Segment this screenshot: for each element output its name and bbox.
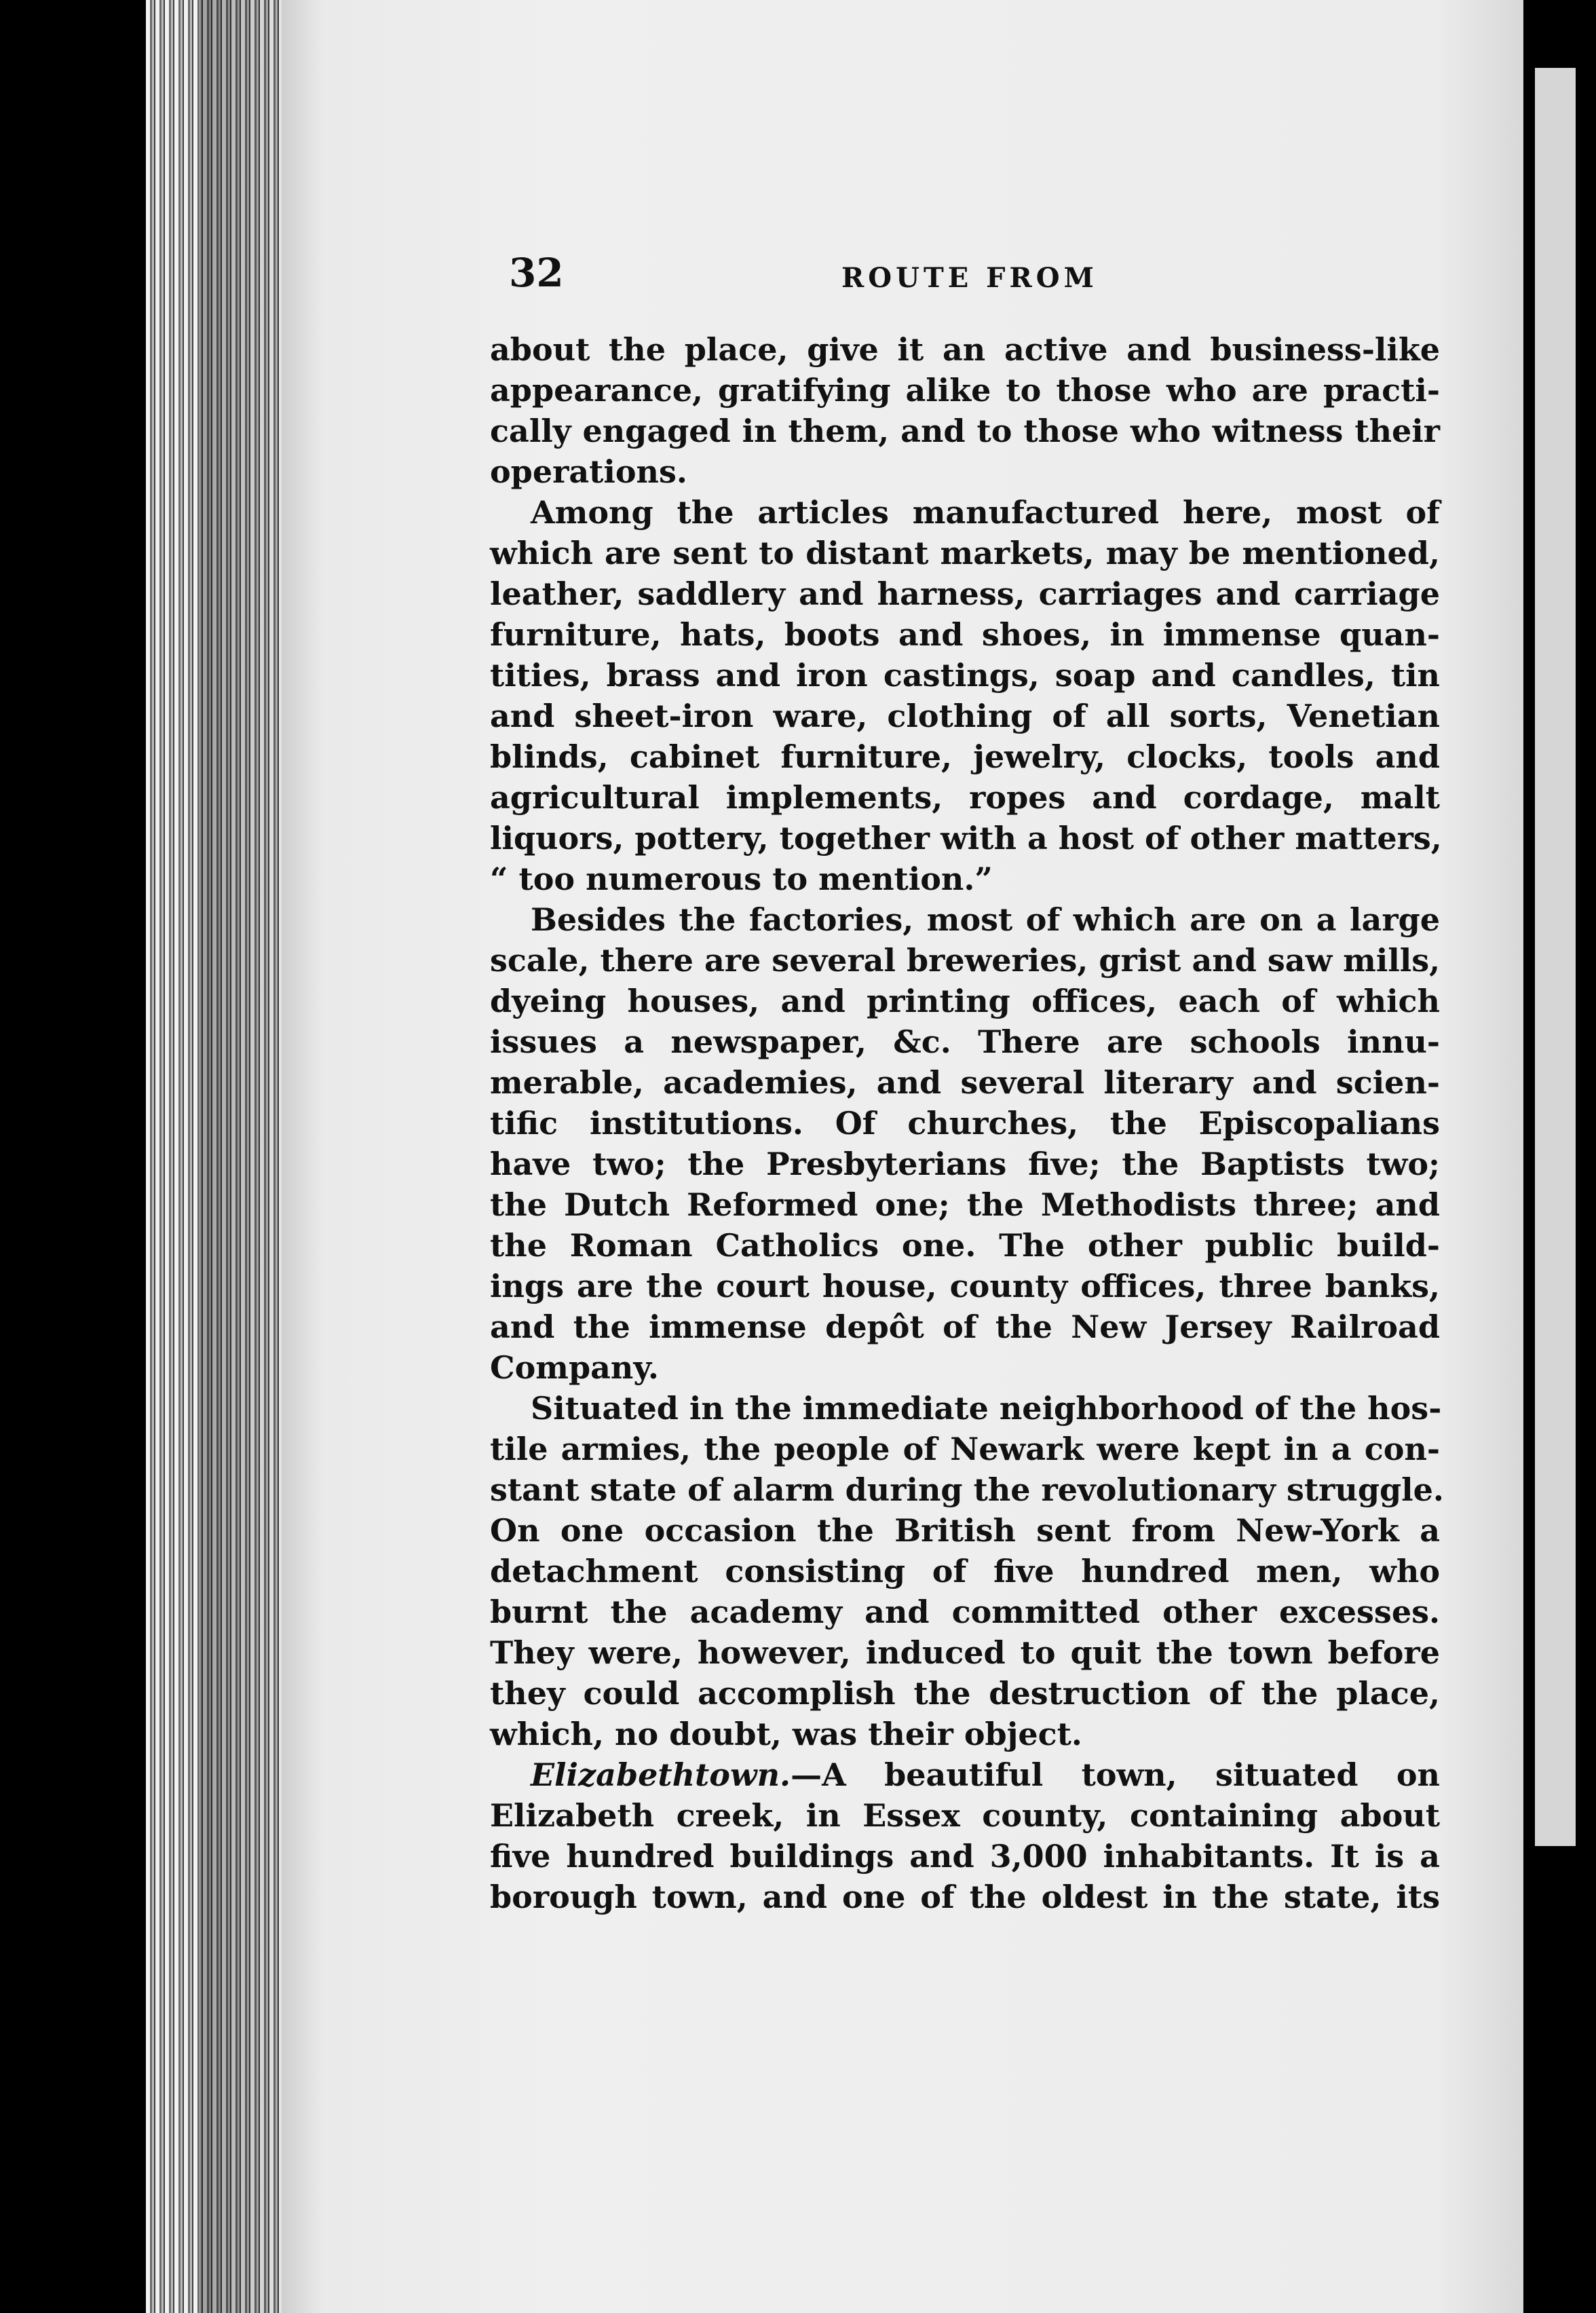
text-line: have two; the Presbyterians five; the Baptists two; <box>490 1146 1440 1182</box>
text-line: cally engaged in them, and to those who witness their <box>490 413 1440 449</box>
text-line: furniture, hats, boots and shoes, in immense quan- <box>490 616 1440 653</box>
text-line: Elizabeth creek, in Essex county, containing about <box>490 1797 1440 1834</box>
text-line: Situated in the immediate neighborhood of the hos- <box>531 1390 1442 1427</box>
text-line: merable, academies, and several literary and scien- <box>490 1064 1440 1101</box>
text-line: issues a newspaper, &c. There are schools innu- <box>490 1023 1440 1060</box>
page-header <box>509 250 1418 304</box>
running-head: ROUTE FROM <box>841 262 1098 294</box>
scan-left-margin <box>0 0 146 2313</box>
paragraph <box>490 492 1440 899</box>
paragraph <box>490 1754 1440 1917</box>
text-line: Company. <box>490 1349 659 1386</box>
text-line: operations. <box>490 453 687 490</box>
text-line: tile armies, the people of Newark were kept in a con- <box>490 1431 1440 1467</box>
text-line: leather, saddlery and harness, carriages and carriage <box>490 576 1440 612</box>
body-text <box>490 329 1444 1917</box>
text-line: stant state of alarm during the revolutionary struggle. <box>490 1471 1444 1508</box>
text-line: ings are the court house, county offices, three banks, <box>490 1268 1440 1304</box>
place-name: Elizabethtown. <box>531 1756 791 1793</box>
text-line: dyeing houses, and printing offices, each of which <box>490 983 1440 1019</box>
text-line: Besides the factories, most of which are on a large <box>531 901 1440 938</box>
text-line: blinds, cabinet furniture, jewelry, clocks, tools and <box>490 738 1440 775</box>
text-line: five hundred buildings and 3,000 inhabitants. It is a <box>490 1838 1440 1875</box>
text-line: detachment consisting of five hundred men, who <box>490 1553 1440 1590</box>
paragraph <box>490 899 1440 1388</box>
text-line: burnt the academy and committed other excesses. <box>490 1594 1440 1630</box>
text-line: the Roman Catholics one. The other public build- <box>490 1227 1440 1264</box>
text-line: and sheet-iron ware, clothing of all sorts, Venetian <box>490 698 1440 734</box>
text-line: which, no doubt, was their object. <box>490 1716 1082 1752</box>
text-line: They were, however, induced to quit the town before <box>490 1634 1440 1671</box>
text-line: On one occasion the British sent from New-York a <box>490 1512 1440 1549</box>
text-line: the Dutch Reformed one; the Methodists three; and <box>490 1186 1440 1223</box>
text-line: tities, brass and iron castings, soap and candles, tin <box>490 657 1440 694</box>
text-line: tific institutions. Of churches, the Episcopalians <box>490 1105 1440 1142</box>
text-line: agricultural implements, ropes and cordage, malt <box>490 779 1440 816</box>
text-line: they could accomplish the destruction of the place, <box>490 1675 1440 1712</box>
paragraph <box>490 329 1440 492</box>
text-line: and the immense depôt of the New Jersey Railroad <box>490 1309 1440 1345</box>
text-line: Among the articles manufactured here, most of <box>531 494 1440 531</box>
text-line: scale, there are several breweries, grist and saw mills, <box>490 942 1441 979</box>
page-number: 32 <box>509 250 564 296</box>
next-page-sliver <box>1535 68 1576 1846</box>
text-line: about the place, give it an active and business-like <box>490 331 1440 368</box>
book-page-edges <box>146 0 282 2313</box>
text-line: appearance, gratifying alike to those who are practi- <box>490 372 1440 409</box>
text-fragment: —A beautiful town, situated on <box>791 1756 1440 1793</box>
paragraph <box>490 1388 1444 1754</box>
text-line: liquors, pottery, together with a host of other matters, <box>490 820 1442 857</box>
text-line: which are sent to distant markets, may be mentioned, <box>490 535 1440 571</box>
text-line: “ too numerous to mention.” <box>490 861 993 897</box>
text-line <box>490 1754 1440 1795</box>
text-line: borough town, and one of the oldest in the state, its <box>490 1879 1440 1915</box>
